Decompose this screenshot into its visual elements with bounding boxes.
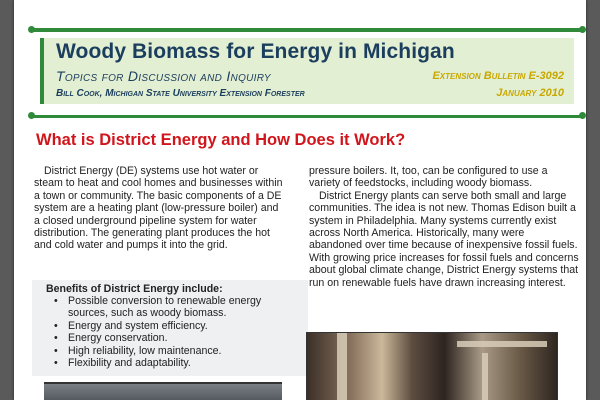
divider-dot bbox=[579, 112, 586, 119]
paragraph: pressure boilers. It, too, can be configured to use a variety of feedstocks, including woody biomass. bbox=[309, 165, 548, 190]
paragraph: District Energy (DE) systems use hot water or steam to heat and cool homes and businesses within a town or community. The basic components of a DE system are a heating plant (low-pressure boiler) and a closed underground pipeline system for water distribution. The generating plant produces the hot and cold water and pumps it into the grid. bbox=[34, 165, 283, 252]
bulletin-number: Extension Bulletin E-3092 bbox=[432, 70, 564, 82]
section-divider bbox=[31, 115, 583, 118]
photo-detail bbox=[457, 341, 547, 347]
bulletin-header bbox=[40, 38, 574, 104]
benefits-heading: Benefits of District Energy include: bbox=[46, 283, 223, 295]
benefits-box bbox=[32, 280, 308, 376]
document-page bbox=[14, 0, 586, 400]
document-subtitle: Topics for Discussion and Inquiry bbox=[56, 68, 271, 84]
list-item: • Energy and system efficiency. bbox=[54, 320, 300, 332]
bulletin-date: January 2010 bbox=[496, 87, 564, 99]
document-author: Bill Cook, Michigan State University Extension Forester bbox=[56, 88, 305, 99]
plant-photo bbox=[44, 382, 282, 400]
boiler-photo bbox=[306, 332, 558, 400]
photo-detail bbox=[482, 353, 488, 400]
right-column bbox=[309, 165, 579, 289]
benefits-list bbox=[54, 295, 300, 369]
divider-dot bbox=[28, 112, 35, 119]
left-column bbox=[34, 165, 286, 252]
list-item: • Energy conservation. bbox=[54, 332, 300, 344]
list-item: • Flexibility and adaptability. bbox=[54, 357, 300, 369]
section-heading: What is District Energy and How Does it Work? bbox=[36, 131, 406, 149]
divider-dot bbox=[28, 26, 35, 33]
divider-dot bbox=[579, 26, 586, 33]
top-divider bbox=[31, 28, 583, 32]
list-item: • Possible conversion to renewable energy sources, such as woody biomass. bbox=[54, 295, 300, 320]
document-title: Woody Biomass for Energy in Michigan bbox=[56, 40, 455, 63]
paragraph: District Energy plants can serve both small and large communities. The idea is not new. Thomas Edison built a system in Philadelphia. Many systems currently exist across North America. Historically, many were abandoned over time because of inexpensive fossil fuels. With growing price increases for fossil fuels and concerns about global climate change, District Energy systems that run on renewable fuels have drawn increasing interest. bbox=[309, 189, 579, 289]
photo-detail bbox=[337, 333, 347, 400]
list-item: • High reliability, low maintenance. bbox=[54, 345, 300, 357]
